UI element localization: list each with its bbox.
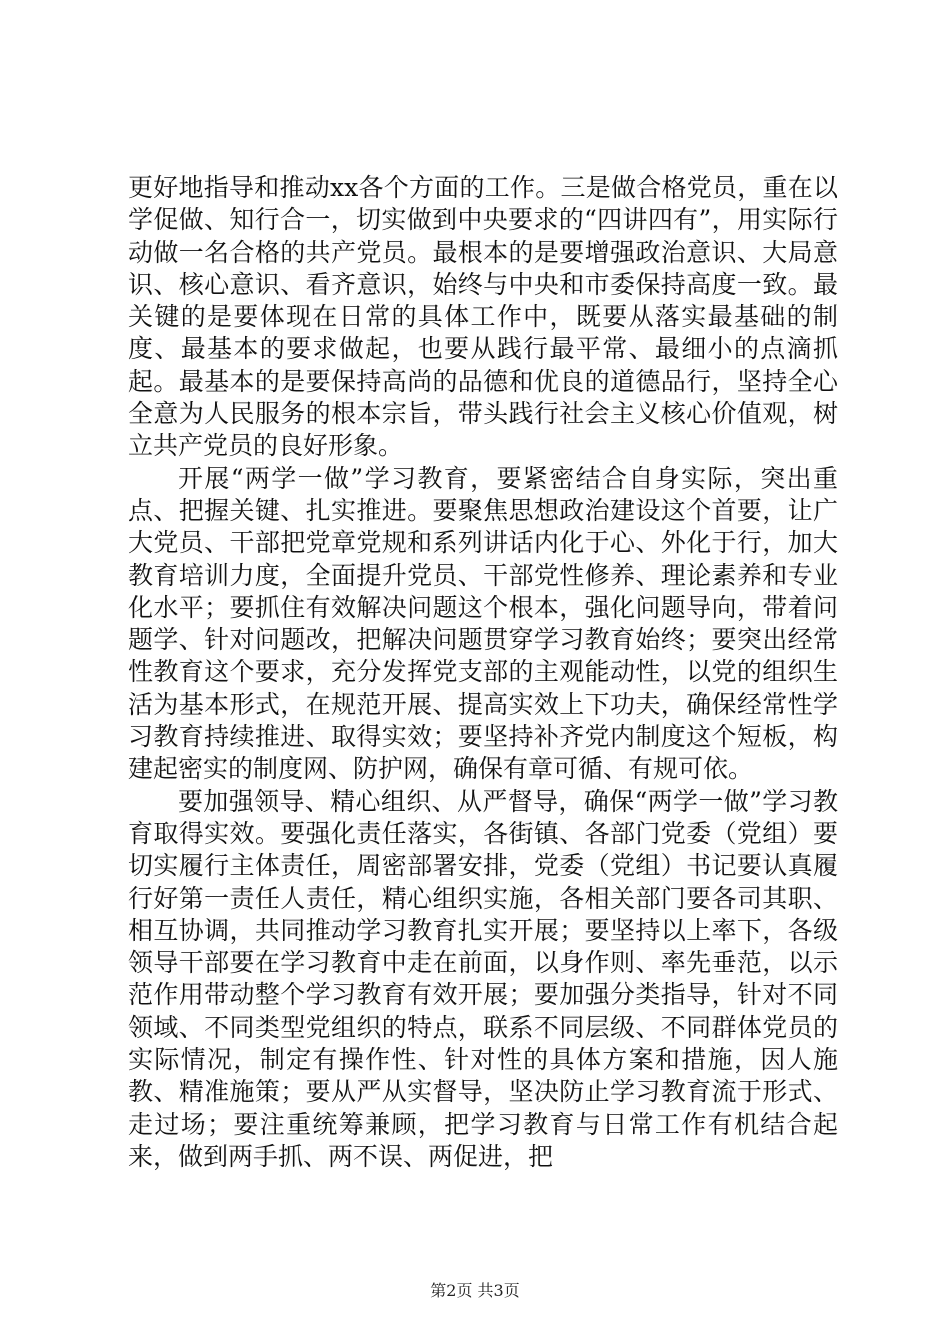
page-number-footer: 第2页 共3页	[430, 1281, 520, 1300]
document-body	[128, 172, 838, 1173]
paragraph-3: 要加强领导、精心组织、从严督导，确保“两学一做”学习教育取得实效。要强化责任落实，各街镇、各部门党委（党组）要切实履行主体责任，周密部署安排，党委（党组）书记要认真履行好第一责任人责任，精心组织实施，各相关部门要各司其职、相互协调，共同推动学习教育扎实开展；要坚持以上率下，各级领导干部要在学习教育中走在前面，以身作则、率先垂范，以示范作用带动整个学习教育有效开展；要加强分类指导，针对不同领域、不同类型党组织的特点，联系不同层级、不同群体党员的实际情况，制定有操作性、针对性的具体方案和措施，因人施教、精准施策；要从严从实督导，坚决防止学习教育流于形式、走过场；要注重统筹兼顾，把学习教育与日常工作有机结合起来，做到两手抓、两不误、两促进，把	[128, 786, 838, 1171]
paragraph-1: 更好地指导和推动xx各个方面的工作。三是做合格党员，重在以学促做、知行合一，切实做到中央要求的“四讲四有”，用实际行动做一名合格的共产党员。最根本的是要增强政治意识、大局意识、核心意识、看齐意识，始终与中央和市委保持高度一致。最关键的是要体现在日常的具体工作中，既要从落实最基础的制度、最基本的要求做起，也要从践行最平常、最细小的点滴抓起。最基本的是要保持高尚的品德和优良的道德品行，坚持全心全意为人民服务的根本宗旨，带头践行社会主义核心价值观，树立共产党员的良好形象。	[128, 173, 838, 461]
paragraph-2: 开展“两学一做”学习教育，要紧密结合自身实际，突出重点、把握关键、扎实推进。要聚焦思想政治建设这个首要，让广大党员、干部把党章党规和系列讲话内化于心、外化于行，加大教育培训力度，全面提升党员、干部党性修养、理论素养和专业化水平；要抓住有效解决问题这个根本，强化问题导向，带着问题学、针对问题改，把解决问题贯穿学习教育始终；要突出经常性教育这个要求，充分发挥党支部的主观能动性，以党的组织生活为基本形式，在规范开展、提高实效上下功夫，确保经常性学习教育持续推进、取得实效；要坚持补齐党内制度这个短板，构建起密实的制度网、防护网，确保有章可循、有规可依。	[128, 463, 838, 784]
